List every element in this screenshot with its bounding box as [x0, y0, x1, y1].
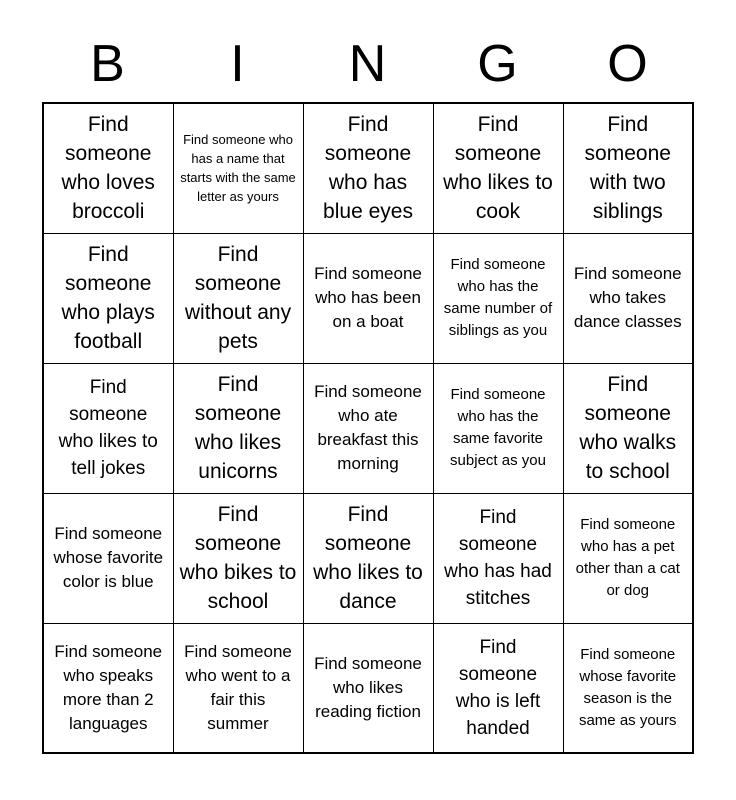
bingo-row	[43, 363, 693, 493]
bingo-cell[interactable]: Find someone whose favorite season is the same as yours	[563, 623, 693, 753]
bingo-cell[interactable]: Find someone who went to a fair this summer	[173, 623, 303, 753]
bingo-cell[interactable]: Find someone who takes dance classes	[563, 233, 693, 363]
bingo-cell[interactable]: Find someone who is left handed	[433, 623, 563, 753]
header-letter-i: I	[230, 35, 246, 93]
bingo-cell[interactable]: Find someone who likes to cook	[433, 103, 563, 233]
bingo-cell[interactable]: Find someone who walks to school	[563, 363, 693, 493]
bingo-cell[interactable]: Find someone with two siblings	[563, 103, 693, 233]
bingo-cell[interactable]: Find someone who has a pet other than a cat or dog	[563, 493, 693, 623]
bingo-row	[43, 623, 693, 753]
bingo-cell[interactable]: Find someone who has been on a boat	[303, 233, 433, 363]
bingo-cell[interactable]: Find someone who has the same number of siblings as you	[433, 233, 563, 363]
bingo-row	[43, 493, 693, 623]
bingo-cell[interactable]: Find someone who has the same favorite subject as you	[433, 363, 563, 493]
bingo-cell[interactable]: Find someone who plays football	[43, 233, 173, 363]
bingo-cell[interactable]: Find someone who likes reading fiction	[303, 623, 433, 753]
bingo-cell[interactable]: Find someone who bikes to school	[173, 493, 303, 623]
bingo-grid	[42, 102, 694, 754]
bingo-cell[interactable]: Find someone who has blue eyes	[303, 103, 433, 233]
bingo-header	[43, 0, 693, 94]
bingo-cell[interactable]: Find someone who loves broccoli	[43, 103, 173, 233]
header-letter-b: B	[90, 35, 126, 93]
bingo-cell[interactable]: Find someone who has had stitches	[433, 493, 563, 623]
bingo-row	[43, 103, 693, 233]
bingo-cell[interactable]: Find someone who has a name that starts with the same letter as yours	[173, 103, 303, 233]
bingo-cell[interactable]: Find someone without any pets	[173, 233, 303, 363]
header-letter-g: G	[477, 35, 519, 93]
bingo-cell[interactable]: Find someone who likes unicorns	[173, 363, 303, 493]
bingo-row	[43, 233, 693, 363]
bingo-cell[interactable]: Find someone whose favorite color is blue	[43, 493, 173, 623]
header-letter-n: N	[348, 35, 388, 93]
bingo-cell[interactable]: Find someone who speaks more than 2 languages	[43, 623, 173, 753]
header-letter-o: O	[607, 35, 649, 93]
bingo-cell[interactable]: Find someone who likes to tell jokes	[43, 363, 173, 493]
bingo-cell[interactable]: Find someone who likes to dance	[303, 493, 433, 623]
bingo-cell[interactable]: Find someone who ate breakfast this morning	[303, 363, 433, 493]
